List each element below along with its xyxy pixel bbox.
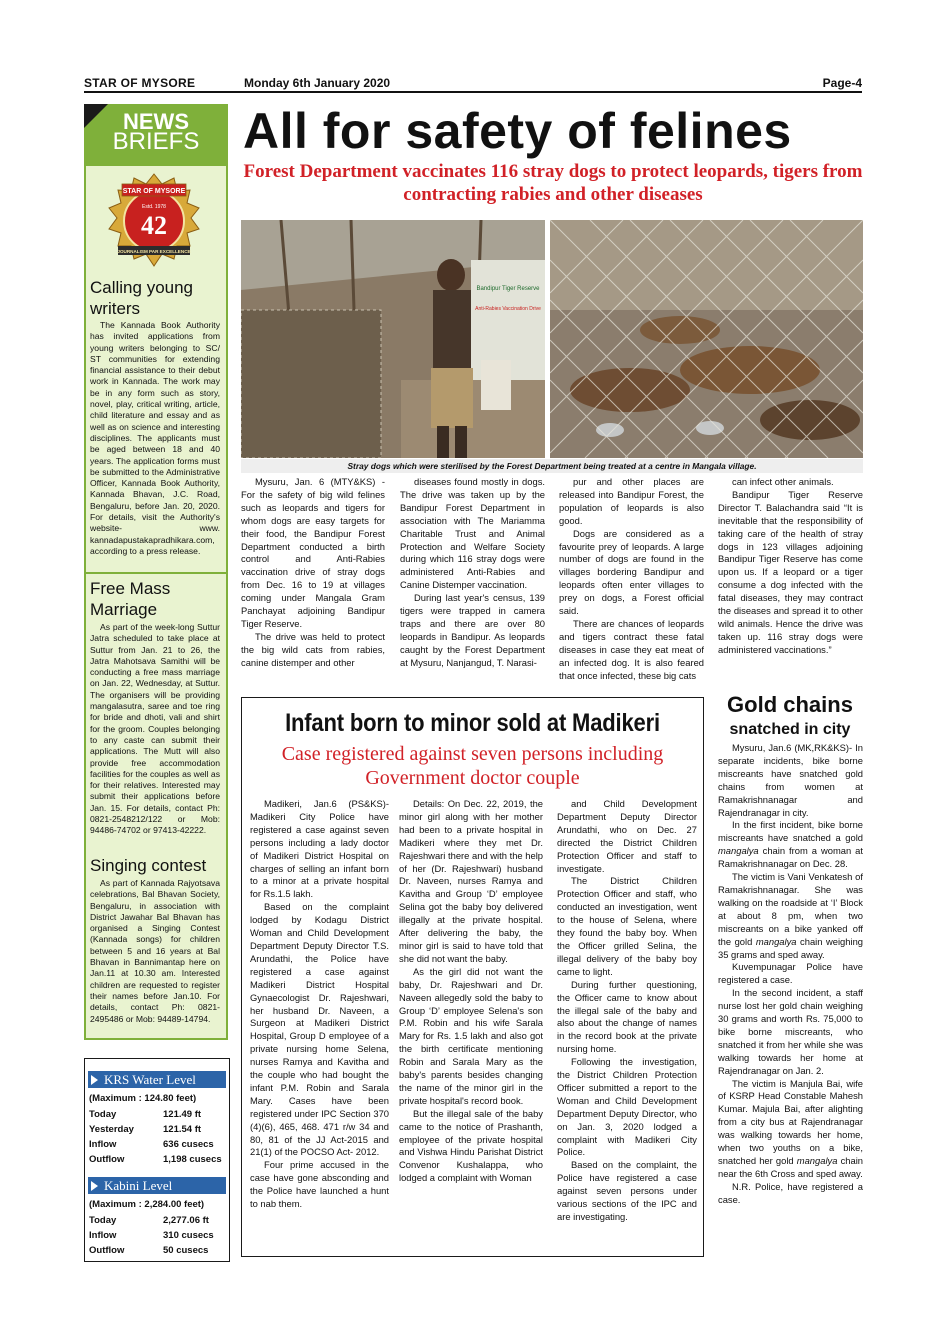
paragraph: Bandipur Tiger Reserve Director T. Balachandra said “It is inevitable that the responsibility of taking care of the health of stray dogs in 123 villages adjoining Bandipur Tiger Reserve has come upon us. If a leopard or a tiger consume a dog infected with the fatal diseases, they may contract the diseases and spread it to other wild animals. Hence the drive was taken up. 116 stray dogs were administered vaccinations.”: [718, 488, 863, 655]
paragraph: Following the investigation, the District Children Protection Officer submitted a report to the Woman and Child Development Department Deputy Director, who on Jan. 3, 2020 lodged a complaint with Madikeri City Police.: [557, 1056, 697, 1158]
news-briefs-title: [108, 109, 204, 155]
paragraph: Based on the complaint, the Police have registered a case against seven persons under various sections of the IPC and are investigating.: [557, 1159, 697, 1222]
gold-subheadline: snatched in city: [729, 721, 851, 738]
krs-row: Outflow 1,198 cusecs: [89, 1154, 222, 1165]
paragraph: There are chances of leopards and tigers contract these fatal diseases in case they eat meat of an infected dog. It is also feared that once infected, these big cats: [559, 617, 704, 681]
paragraph: But the illegal sale of the baby came to the notice of Prashanth, employee of the private hospital and Vishwa Hindu Parishat District Convenor Kushalappa, who lodged a complaint with Woman: [399, 1107, 543, 1184]
paragraph: Mysuru, Jan.6 (MK,RK&KS)- In separate incidents, bike borne miscreants have snatched gold chains from women at Ramakrishnanagar and Rajendranagar in city.: [718, 742, 863, 818]
paragraph: Dogs are considered as a favourite prey of leopards. A large number of dogs are found in the villages bordering Bandipur and leopards often enter villages to prey on dogs, a Forest official said.: [559, 527, 704, 617]
infant-column-3: [557, 798, 697, 1224]
paragraph: pur and other places are released into Bandipur Forest, the population of leopards is also good.: [559, 476, 704, 526]
paragraph: Mysuru, Jan. 6 (MTY&KS) - For the safety of big wild felines such as leopards and tigers for whom dogs are easy targets for their food, the Bandipur Forest Department conducted a birth control and Anti-Rabies vaccination drive of stray dogs from Dec. 16 to 19 at villages coming under Mangala Gram Panchayat adjoining Bandipur Tiger Reserve.: [241, 476, 385, 629]
brief-body-singing: As part of Kannada Rajyotsava celebrations, Bal Bhavan Society, Bengaluru, in association with District Jawahar Bal Bhavan has organised a Singing Contest (Kannada songs) for children between 5 and 16 years at Bal Bhavan in Bannimantap here on Jan.11 at 10.30 am. Interested children are requested to register their names before Jan.10. For details, contact Ph: 0821-2495486 or Mob: 94489-14794.: [90, 878, 220, 1024]
seal-top-text: STAR OF MYSORE: [122, 188, 186, 195]
issue-date: Monday 6th January 2020: [244, 76, 391, 90]
anniversary-seal: [104, 172, 204, 272]
paragraph: The District Children Protection Officer and staff, who conducted an investigation, went to the house of Selena, where they found the baby boy. When the Officer grilled Selina, the illegal delivery of the baby boy came to light.: [557, 875, 697, 977]
photo-dogs-in-cage: [550, 220, 863, 458]
paragraph: can infect other animals.: [732, 476, 834, 487]
kabini-row: Today 2,277.06 ft: [89, 1215, 209, 1226]
seal-motto: JOURNALISM PAR EXCELLENCE: [117, 249, 191, 254]
banner-corner-mark: [84, 104, 108, 128]
paragraph: Kuvempunagar Police have registered a case.: [718, 961, 863, 986]
paragraph: The victim is Vani Venkatesh of Ramakrishnanagar. She was walking on the roadside at ‘I’ Block at about 8 pm, when two miscreants on a bike yanked off the gold mangalya chain weighing 35 grams and sped away.: [718, 871, 863, 960]
news-briefs-title-line1: NEWS: [123, 109, 189, 134]
water-level-box: [84, 1058, 230, 1262]
lead-column-4: [718, 476, 863, 657]
seal-estd-text: Estd. 1978: [142, 204, 166, 210]
lead-headline: All for safety of felines: [243, 103, 792, 159]
brief-heading-singing: Singing contest: [90, 856, 207, 875]
gold-column: [718, 742, 863, 1207]
paragraph: and Child Development Department Deputy Director Arundathi, who on Dec. 27 directed the District Children Protection Officer and staff to investigate.: [557, 798, 697, 874]
paragraph: In the first incident, bike borne miscreants have snatched a gold mangalya chain from a woman at Ramakrishnanagar on Dec. 28.: [718, 819, 863, 870]
seal-number: 42: [141, 211, 167, 240]
brief-body-marriage: As part of the week-long Suttur Jatra scheduled to take place at Suttur from Jan. 21 to 26, the Jatra Mahotsava Samithi will be conducting a free mass marriage on Jan. 22, Wednesday, at Suttur. The organisers will be providing mangalasutra, saree and toe ring for bride and dhoti, vali and shirt for the groom. Couples belonging to any caste can submit their applications. The Mutt will also provide free accommodation facilities for the couples as well as for their relatives. Interested may submit their applications before Jan. 15. For details, contact Ph: 0821-2548212/122 or Mob: 94486-74702 or 97413-42222.: [90, 622, 220, 836]
paragraph: In the second incident, a staff nurse lost her gold chain weighing 30 grams and worth Rs. 75,000 to bike borne miscreants, who snatched it from her while she was walking towards her home at Rajendranagar on Jan. 2.: [718, 987, 863, 1076]
krs-title: KRS Water Level: [104, 1072, 196, 1087]
kabini-title-bar: [88, 1177, 226, 1194]
brief-body-writers: The Kannada Book Authority has invited applications from young writers belonging to SC/ ST communities for extending financial assistance to their debut work in Kannada. The work may be in any form such as story, novel, play, critical writing, article, child literature and essay and as well as on science and interesting disciplines. The applicants must be aged between 18 and 40 years. The application forms must be submitted to the Administrative Officer, Kannada Book Authority, Kannada Bhavan, J.C. Road, Bengaluru, before Jan. 20, 2020. For details, visit the Authority's website- www. kannadapustakapradhikara.com, according to a press release.: [90, 320, 220, 556]
lead-column-3: [559, 476, 704, 683]
paragraph: During last year's census, 139 tigers were trapped in camera traps and there are over 80 leopards in Bandipur. As leopards caught by the Forest Department at Mysuru, Nanjangud, T. Narasi-: [400, 592, 545, 668]
krs-row: Yesterday 121.54 ft: [89, 1124, 202, 1135]
kabini-row: Inflow 310 cusecs: [89, 1230, 214, 1241]
lead-column-2: [400, 476, 545, 670]
photo-forest-official: [241, 220, 545, 458]
krs-title-bar: [88, 1071, 226, 1088]
paragraph: Details: On Dec. 22, 2019, the minor girl along with her mother had been to a private hospital in Madikeri where they met Dr. Rajeshwari there and with the help of her (Dr. Rajeshwari) husband Dr. Naveen, nurses Ramya and Kavitha and Group ‘D’ employee Selina got the baby boy delivered illegally at the private hospital. After delivering the baby, the minor girl is said to have told that she did not want the baby.: [399, 798, 543, 964]
infant-subheadline: Case registered against seven persons including Government doctor couple: [281, 743, 664, 789]
paragraph: N.R. Police, have registered a case.: [718, 1180, 863, 1205]
news-briefs-title-line2: BRIEFS: [112, 128, 200, 155]
paragraph: The drive was held to protect the big wild cats from rabies, canine distemper and other: [241, 630, 385, 668]
lead-column-1: [241, 476, 385, 670]
paragraph: Four prime accused in the case have gone absconding and the Police have launched a hunt to nab them.: [250, 1159, 389, 1210]
banner-text-line1: Bandipur Tiger Reserve: [476, 286, 540, 292]
lead-subheadline: Forest Department vaccinates 116 stray dogs to protect leopards, tigers from contracting rabies and other diseases: [243, 161, 863, 205]
gold-headline: Gold chains: [727, 692, 853, 717]
paragraph: During further questioning, the Officer came to know about the illegal sale of the baby and also about the change of names in the record book at the private nursing home.: [557, 978, 697, 1055]
infant-column-1: [250, 798, 389, 1211]
brief-heading-marriage: Free Mass Marriage: [90, 579, 171, 619]
header-rule: [84, 91, 862, 93]
paragraph: The victim is Manjula Bai, wife of KSRP Head Constable Mahesh Kumar. Majula Bai, after alighting from a city bus at Rajendranagar was walking towards her home, when two youths on a bike, snatched her gold mangalya chain near the 6th Cross and sped away.: [718, 1077, 863, 1179]
krs-maximum: (Maximum : 124.80 feet): [89, 1093, 197, 1104]
paragraph: Madikeri, Jan.6 (PS&KS)- Madikeri City Police have registered a case against seven persons including a lady doctor of Madikeri District Hospital on charges of selling an infant born to a minor at a private hospital for Rs.1.5 lakh.: [250, 798, 389, 900]
krs-row: Today 121.49 ft: [89, 1109, 202, 1120]
page-number: Page-4: [822, 76, 862, 90]
publication-name: STAR OF MYSORE: [84, 76, 196, 90]
kabini-title: Kabini Level: [104, 1178, 173, 1193]
krs-row: Inflow 636 cusecs: [89, 1139, 214, 1150]
kabini-maximum: (Maximum : 2,284.00 feet): [89, 1199, 205, 1210]
photo-caption: Stray dogs which were sterilised by the Forest Department being treated at a centre in Mangala village.: [241, 459, 863, 473]
paragraph: As the girl did not want the baby, Dr. Rajeshwari and Dr. Naveen allegedly sold the baby to Group ‘D’ employee Selena's son P.M. Robin and his wife Sarala Mary for Rs. 1.5 lakh and also got the birth certificate mentioning Robin and Sarala Mary as the baby's parents besides changing the name of the minor girl in the private hospital's record book.: [399, 965, 543, 1106]
infant-headline: Infant born to minor sold at Madikeri: [285, 709, 660, 737]
kabini-row: Outflow 50 cusecs: [89, 1245, 209, 1256]
infant-column-2: [399, 798, 543, 1185]
paragraph: diseases found mostly in dogs. The drive was taken up by the Bandipur Forest Department in association with The Mariamma Charitable Trust and Animal Protection and Welfare Society during which 116 stray dogs were administered Anti-Rabies and Canine Distemper vaccination.: [400, 476, 545, 591]
brief-heading-writers: Calling young writers: [90, 278, 194, 318]
paragraph: Based on the complaint lodged by Kodagu District Woman and Child Development Department Deputy Director T.S. Arundathi, the Police have registered a case against Madikeri District Hospital Gynaecologist Dr. Rajeshwari, her husband Dr. Naveen, a Surgeon at Madikeri District Hospital, Group D employee of a private nursing home Selena, nurses Ramya and Kavitha and the couple who had bought the infant P.M. Robin and Sarala Mary. Cases have been registered under IPC Section 370 (4)(6), 465, 468. 471 r/w 34 and 80, 81 of the JJ Act-2015 and 21(1) of the POCSO Act- 2012.: [250, 901, 389, 1158]
page-header: [84, 72, 862, 92]
banner-text-line2: Anti-Rabies Vaccination Drive: [475, 306, 541, 312]
